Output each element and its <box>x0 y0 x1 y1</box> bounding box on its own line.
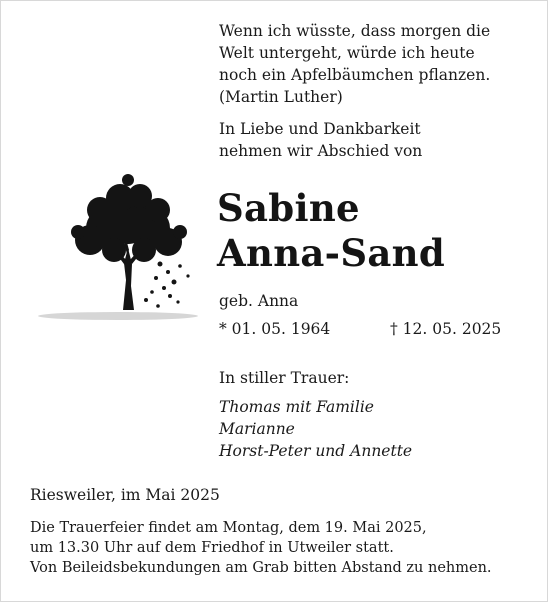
birth-name: geb. Anna <box>219 292 299 310</box>
tree-icon <box>28 168 208 328</box>
funeral-line: Von Beileidsbekundungen am Grab bitten Abstand zu nehmen. <box>30 560 492 576</box>
quote-line: Wenn ich wüsste, dass morgen die <box>219 22 491 40</box>
place-date: Riesweiler, im Mai 2025 <box>30 486 220 504</box>
intro-line: nehmen wir Abschied von <box>219 142 423 160</box>
death-date: † 12. 05. 2025 <box>390 320 502 338</box>
luther-quote <box>219 20 490 108</box>
intro-line: In Liebe und Dankbarkeit <box>219 120 421 138</box>
birth-date: * 01. 05. 1964 <box>219 320 331 338</box>
mourners-list <box>219 396 412 462</box>
last-name: Anna-Sand <box>217 231 446 275</box>
funeral-line: Die Trauerfeier findet am Montag, dem 19. Mai 2025, <box>30 520 427 536</box>
quote-line: noch ein Apfelbäumchen pflanzen. <box>219 66 491 84</box>
first-name: Sabine <box>217 186 360 230</box>
mourner-name: Marianne <box>219 420 295 438</box>
funeral-notice <box>30 518 492 578</box>
farewell-intro <box>219 118 422 162</box>
deceased-name <box>217 186 445 276</box>
mourner-name: Horst-Peter und Annette <box>219 442 413 460</box>
funeral-line: um 13.30 Uhr auf dem Friedhof in Utweiler statt. <box>30 540 394 556</box>
quote-line: Welt untergeht, würde ich heute <box>219 44 475 62</box>
mourner-name: Thomas mit Familie <box>219 398 374 416</box>
quote-attribution: (Martin Luther) <box>219 88 343 106</box>
mourners-label: In stiller Trauer: <box>219 369 350 387</box>
